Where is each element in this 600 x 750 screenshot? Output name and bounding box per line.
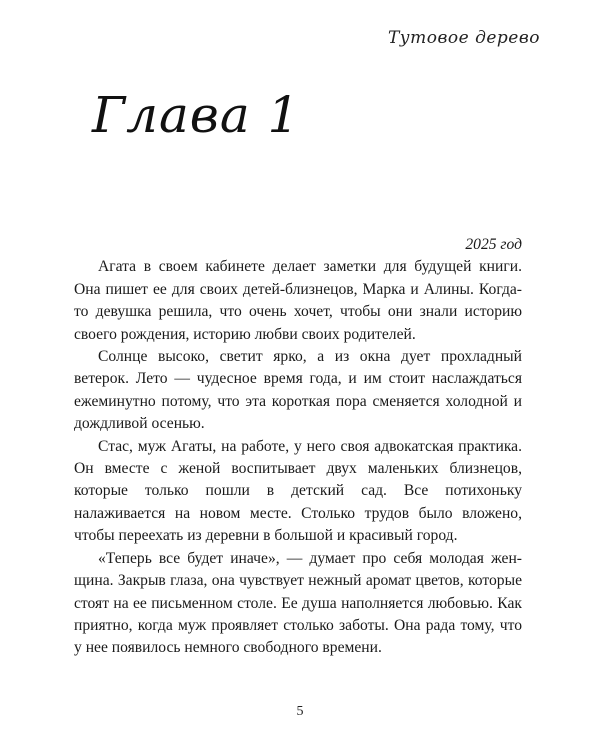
- running-header: Тутовое дерево: [387, 28, 540, 48]
- page-number: 5: [296, 704, 304, 719]
- chapter-body: [74, 234, 522, 660]
- paragraph-1: Агата в своем кабинете делает заметки для будущей книги. Она пишет ее для своих детей-близнецов, Марка и Алины. Когда-то девушка решила, что очень хочет, чтобы они знали историю своего рождения, историю любви своих родителей.: [74, 258, 522, 343]
- paragraph-4: «Теперь все будет иначе», — думает про себя молодая женщина. Закрыв глаза, она чувствует нежный аромат цветов, которые стоят на ее письменном столе. Ее душа наполняется любовью. Как приятно, когда муж проявляет столько заботы. Она рада тому, что у нее появилось немного свободного времени.: [74, 549, 522, 657]
- year-line: 2025 год: [465, 236, 522, 253]
- chapter-title: Глава 1: [92, 86, 301, 144]
- paragraph-3: Стас, муж Агаты, на работе, у него своя адвокатская практика. Он вместе с женой воспитывает двух маленьких близнецов, которые только пошли в детский сад. Все потихоньку налаживается на новом месте. Столько трудов было вложено, чтобы переехать из деревни в большой и красивый город.: [74, 437, 522, 545]
- paragraph-2: Солнце высоко, светит ярко, а из окна дует прохладный ветерок. Лето — чудесное время года, и им стоит наслаждаться ежеминутно потому, что эта короткая пора сменяется холодной и дождливой осенью.: [74, 348, 522, 433]
